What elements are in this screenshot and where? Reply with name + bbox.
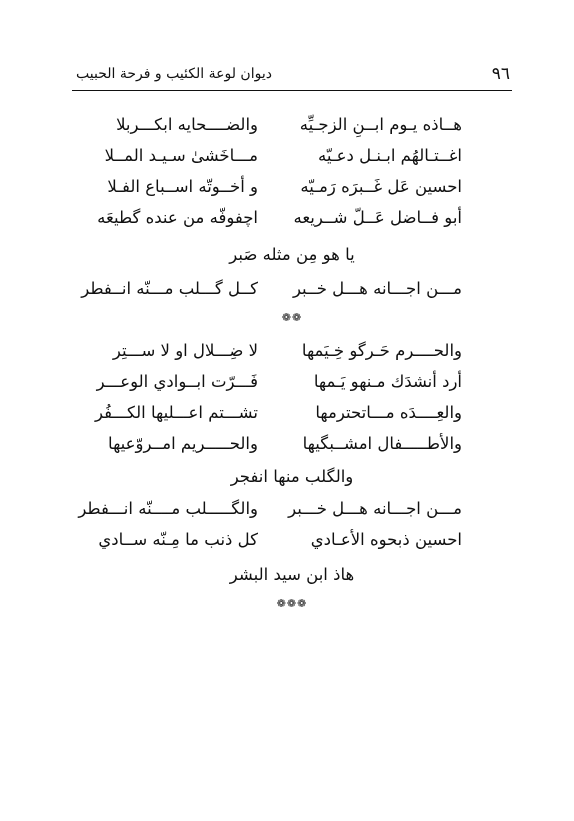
verse-first-hemistich: اغــتـالهُم ابـنـل دعـيّه	[318, 146, 462, 165]
verse-first-hemistich: مـــن اجـــانه هـــل خـــبر	[288, 499, 462, 518]
verse-first-hemistich: والعِــــدَه مـــاتحترمها	[315, 403, 462, 422]
verse-second-hemistich: كــل گـــلب مـــنّه انــفطر	[81, 279, 258, 298]
verse-second-hemistich: تشـــتم اعـــليها الكـــفُر	[95, 403, 258, 422]
verse-second-hemistich: كل ذنب ما مِـنّه ســادي	[98, 530, 258, 549]
verse-first-hemistich: والأطـــــفال امشــبگيها	[302, 434, 462, 453]
verse-row	[72, 398, 512, 428]
refrain-line: يا هو مِن مثله صَبر	[229, 245, 355, 264]
verse-row	[72, 110, 512, 140]
verse-row	[72, 203, 512, 233]
verse-second-hemistich: والحـــــريم امــروّعيها	[108, 434, 258, 453]
end-ornament: ❁❁❁	[276, 597, 308, 610]
running-title: ديوان لوعة الكئيب و فرحة الحبيب	[76, 66, 272, 82]
page-number: ٩٦	[491, 64, 510, 84]
refrain-line: والگلب منها انفجر	[230, 467, 354, 486]
verse-first-hemistich: أبو فــاضل عَــلّ شــريعه	[293, 208, 462, 227]
verse-first-hemistich: أرد أنشدَك مـنهو يَـمها	[313, 372, 462, 391]
verse-first-hemistich: هــاذه يـوم ابــنِ الزجـيِّه	[299, 115, 462, 134]
verse-second-hemistich: والضــــحايه ابكـــربلا	[116, 115, 258, 134]
verse-second-hemistich: والگـــــلب مــــنّه انـــفطر	[78, 499, 258, 518]
verse-row	[72, 141, 512, 171]
verse-second-hemistich: فَـــرّت ابــوادي الوعـــر	[96, 372, 258, 391]
verse-row	[72, 525, 512, 555]
verse-row	[72, 172, 512, 202]
section-ornament: ❁❁	[281, 311, 303, 324]
verse-row	[72, 429, 512, 459]
verse-second-hemistich: مـــاخَشىٰ سـيـد المــلا	[104, 146, 258, 165]
final-line: هاذ ابن سيد البشر	[229, 565, 355, 584]
verse-second-hemistich: لا ضِـــلال او لا ســـتِر	[112, 341, 258, 360]
verse-second-hemistich: و أخــوتّه اســباع الفـلا	[107, 177, 258, 196]
verse-row	[72, 367, 512, 397]
verse-first-hemistich: والحــــرم حَـرگو خِـيَمها	[301, 341, 462, 360]
verse-second-hemistich: اچفوفّه من عنده گطيعَه	[97, 208, 258, 227]
verse-row	[72, 336, 512, 366]
verse-first-hemistich: احسين ذبحوه الأعـادي	[310, 530, 462, 549]
verse-row	[72, 494, 512, 524]
page-header	[72, 62, 512, 91]
verse-row	[72, 274, 512, 304]
verse-first-hemistich: احسين عَل غَــبرَه رَمـيّه	[300, 177, 462, 196]
verse-first-hemistich: مـــن اجـــانه هـــل خــبر	[292, 279, 462, 298]
